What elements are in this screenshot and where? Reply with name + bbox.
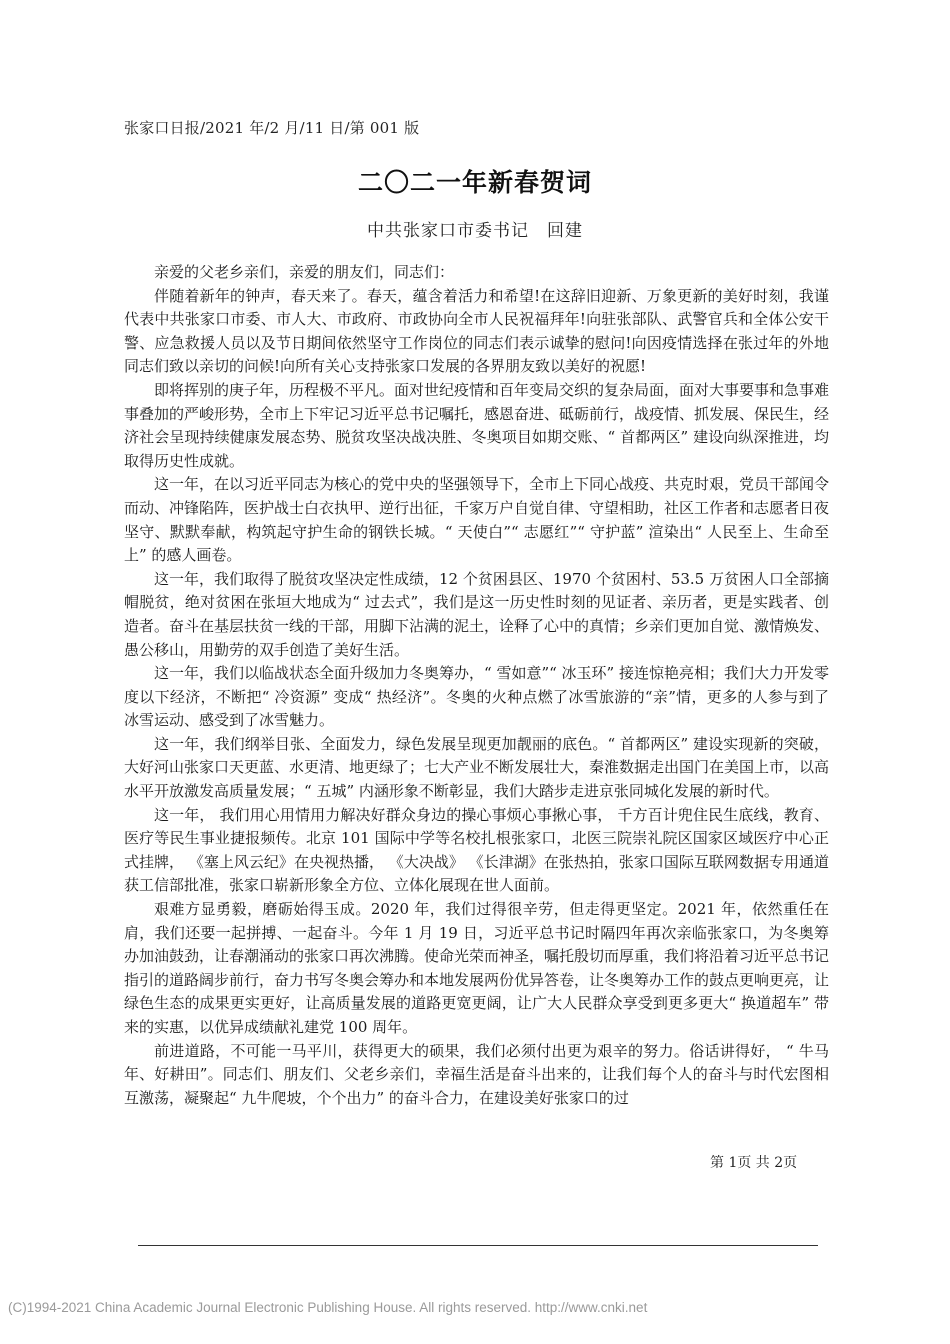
paragraph: 这一年，我们取得了脱贫攻坚决定性成绩，12 个贫困县区、1970 个贫困村、53.5 万贫困人口全部摘帽脱贫，绝对贫困在张垣大地成为“ 过去式”，我们是这一历史性时刻的见证者、亲历者，更是实践者、创造者。奋斗在基层扶贫一线的干部，用脚下沾满的泥土，诠释了心中的真情；乡亲们更加自觉、激情焕发、愚公移山，用勤劳的双手创造了美好生活。 (124, 569, 830, 659)
paragraph: 这一年，我们纲举目张、全面发力，绿色发展呈现更加靓丽的底色。“ 首都两区” 建设实现新的突破，大好河山张家口天更蓝、水更清、地更绿了；七大产业不断发展壮大，秦淮数据走出国门在美国上市，以高水平开放激发高质量发展；“ 五城” 内涵形象不断彰显，我们大踏步走进京张同城化发展的新时代。 (124, 734, 830, 801)
article-title: 二〇二一年新春贺词 (357, 168, 592, 197)
paragraph: 前进道路，不可能一马平川，获得更大的硕果，我们必须付出更为艰辛的努力。俗话讲得好， “ 牛马年、好耕田”。同志们、朋友们、父老乡亲们，幸福生活是奋斗出来的，让我们每个人的奋斗与时代宏图相互激荡，凝聚起“ 九牛爬坡，个个出力” 的奋斗合力，在建设美好张家口的过 (124, 1041, 829, 1107)
paragraph: 这一年，我们以临战状态全面升级加力冬奥筹办，“ 雪如意”“ 冰玉环” 接连惊艳亮相；我们大力开发零度以下经济，不断把“ 冷资源” 变成“ 热经济”。冬奥的火种点燃了冰雪旅游的“亲”情，更多的人参与到了冰雪运动、感受到了冰雪魅力。 (124, 664, 829, 730)
footer-divider (138, 1245, 818, 1246)
article-author: 中共张家口市委书记 回建 (367, 221, 583, 241)
paragraph: 这一年，在以习近平同志为核心的党中央的坚强领导下，全市上下同心战疫、共克时艰，党员干部闻令而动、冲锋陷阵，医护战士白衣执甲、逆行出征，千家万户自觉自律、守望相助，社区工作者和志愿者日夜坚守、默默奉献，构筑起守护生命的钢铁长城。“ 天使白”“ 志愿红”“ 守护蓝” 渲染出“ 人民至上、生命至上” 的感人画卷。 (124, 475, 830, 565)
paragraph: 即将挥别的庚子年，历程极不平凡。面对世纪疫情和百年变局交织的复杂局面，面对大事要事和急事难事叠加的严峻形势，全市上下牢记习近平总书记嘱托，感恩奋进、砥砺前行，战疫情、抓发展、保民生，经济社会呈现持续健康发展态势、脱贫攻坚决战决胜、冬奥项目如期交账、“ 首都两区” 建设向纵深推进，均取得历史性成就。 (124, 380, 830, 470)
page-number: 第 1页 共 2页 (710, 1155, 798, 1171)
article-body (124, 261, 829, 1110)
paragraph: 伴随着新年的钟声，春天来了。春天，蕴含着活力和希望!在这辞旧迎新、万象更新的美好时刻，我谨代表中共张家口市委、市人大、市政府、市政协向全市人民祝福拜年!向驻张部队、武警官兵和全体公安干警、应急救援人员以及节日期间依然坚守工作岗位的同志们表示诚挚的慰问!向因疫情选择在张过年的外地同志们致以亲切的问候!向所有关心支持张家口发展的各界朋友致以美好的祝愿! (124, 286, 829, 376)
paragraph: 艰难方显勇毅，磨砺始得玉成。2020 年，我们过得很辛劳，但走得更坚定。2021 年，依然重任在肩，我们还要一起拼搏、一起奋斗。今年 1 月 19 日，习近平总书记时隔四年再次亲临张家口，为冬奥筹办加油鼓劲，让春潮涌动的张家口再次沸腾。使命光荣而神圣，嘱托殷切而厚重，我们将沿着习近平总书记指引的道路阔步前行，奋力书写冬奥会筹办和本地发展两份优异答卷，让冬奥筹办工作的鼓点更响更亮，让绿色生态的成果更实更好，让高质量发展的道路更宽更阔，让广大人民群众享受到更多更大“ 换道超车” 带来的实惠，以优异成绩献礼建党 100 周年。 (124, 900, 830, 1036)
source-line: 张家口日报/2021 年/2 月/11 日/第 001 版 (124, 119, 420, 137)
paragraph: 这一年， 我们用心用情用力解决好群众身边的操心事烦心事揪心事， 千方百计兜住民生底线，教育、医疗等民生事业捷报频传。北京 101 国际中学等名校扎根张家口，北医三院崇礼院区国家区域医疗中心正式挂牌， 《塞上风云纪》在央视热播， 《大决战》 《长津湖》在张热拍，张家口国际互联网数据专用通道获工信部批准，张家口崭新形象全方位、立体化展现在世人面前。 (124, 805, 829, 895)
copyright-notice: (C)1994-2021 China Academic Journal Electronic Publishing House. All rights reserved. http://www.cnki.net (8, 1300, 648, 1315)
paragraph: 亲爱的父老乡亲们，亲爱的朋友们，同志们： (154, 263, 455, 281)
